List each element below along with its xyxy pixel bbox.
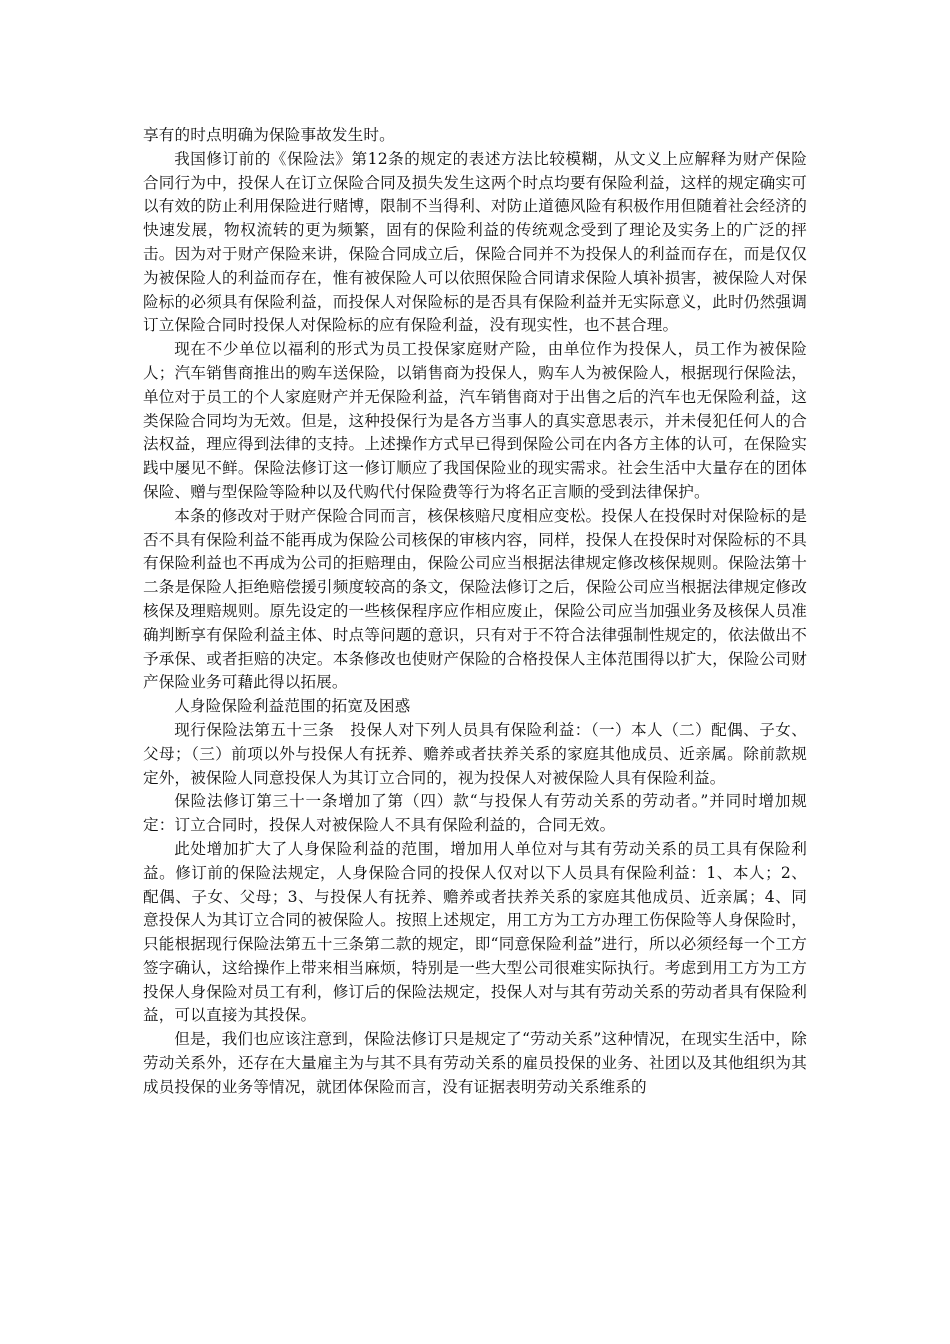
- paragraph-underwriting-changes: 本条的修改对于财产保险合同而言，核保核赔尺度相应变松。投保人在投保时对保险标的是否不具有保险利益不能再成为保险公司核保的审核内容，同样，投保人在投保时对保险标的不具有保险利益也不再成为公司的拒赔理由，保险公司应当根据法律规定修改核保规则。保险法第十二条是保险人拒绝赔偿援引频度较高的条文，保险法修订之后，保险公司应当根据法律规定修改核保及理赔规则。原先设定的一些核保程序应作相应废止，保险公司应当加强业务及核保人员准确判断享有保险利益主体、时点等问题的意识，只有对于不符合法律强制性规定的，依法做出不予承保、或者拒赔的决定。本条修改也使财产保险的合格投保人主体范围得以扩大，保险公司财产保险业务可藉此得以拓展。: [143, 506, 807, 692]
- paragraph-scope-expansion: 此处增加扩大了人身保险利益的范围，增加用人单位对与其有劳动关系的员工具有保险利益。修订前的保险法规定，人身保险合同的投保人仅对以下人员具有保险利益：1、本人；2、配偶、子女、父母；3、与投保人有抚养、赡养或者扶养关系的家庭其他成员、近亲属；4、同意投保人为其订立合同的被保险人。按照上述规定，用工方为工方办理工伤保险等人身保险时，只能根据现行保险法第五十三条第二款的规定，即“同意保险利益”进行，所以必须经每一个工方签字确认，这给操作上带来相当麻烦，特别是一些大型公司很难实际执行。考虑到用工方为工方投保人身保险对员工有利，修订后的保险法规定，投保人对与其有劳动关系的劳动者具有保险利益，可以直接为其投保。: [143, 839, 807, 1025]
- paragraph-labor-relation-limits: 但是，我们也应该注意到，保险法修订只是规定了“劳动关系”这种情况，在现实生活中，除劳动关系外，还存在大量雇主为与其不具有劳动关系的雇员投保的业务、社团以及其他组织为其成员投保的业务等情况，就团体保险而言，没有证据表明劳动关系维系的: [143, 1030, 807, 1096]
- paragraph-employer-insurance: 现在不少单位以福利的形式为员工投保家庭财产险，由单位作为投保人，员工作为被保险人；汽车销售商推出的购车送保险，以销售商为投保人，购车人为被保险人，根据现行保险法，单位对于员工的个人家庭财产并无保险利益，汽车销售商对于出售之后的汽车也无保险利益，这类保险合同均为无效。但是，这种投保行为是各方当事人的真实意思表示，并未侵犯任何人的合法权益，理应得到法律的支持。上述操作方式早已得到保险公司在内各方主体的认可，在保险实践中屡见不鲜。保险法修订这一修订顺应了我国保险业的现实需求。社会生活中大量存在的团体保险、赠与型保险等险种以及代购代付保险费等行为将名正言顺的受到法律保护。: [143, 340, 807, 501]
- paragraph-article-31: 保险法修订第三十一条增加了第（四）款“与投保人有劳动关系的劳动者。”并同时增加规定：订立合同时，投保人对被保险人不具有保险利益的，合同无效。: [143, 792, 807, 835]
- paragraph-old-law-ambiguity: 我国修订前的《保险法》第12条的规定的表述方法比较模糊，从文义上应解释为财产保险合同行为中，投保人在订立保险合同及损失发生这两个时点均要有保险利益，这样的规定确实可以有效的防止利用保险进行赌博，限制不当得利、对防止道德风险有积极作用但随着社会经济的快速发展，物权流转的更为频繁，固有的保险利益的传统观念受到了理论及实务上的广泛的抨击。因为对于财产保险来讲，保险合同成立后，保险合同并不为投保人的利益而存在，而是仅仅为被保险人的利益而存在，惟有被保险人可以依照保险合同请求保险人填补损害，被保险人对保险标的必须具有保险利益，而投保人对保险标的是否具有保险利益并无实际意义，此时仍然强调订立保险合同时投保人对保险标的应有保险利益，没有现实性，也不甚合理。: [143, 149, 807, 335]
- paragraph-article-53: 现行保险法第五十三条 投保人对下列人员具有保险利益：（一）本人（二）配偶、子女、父母；（三）前项以外与投保人有抚养、赡养或者扶养关系的家庭其他成员、近亲属。除前款规定外，被保险人同意投保人为其订立合同的，视为投保人对被保险人具有保险利益。: [143, 720, 807, 787]
- document-page: [143, 124, 807, 1100]
- section-heading-life-insurance: 人身险保险利益范围的拓宽及困惑: [174, 697, 411, 716]
- paragraph-continuation: 享有的时点明确为保险事故发生时。: [143, 126, 395, 144]
